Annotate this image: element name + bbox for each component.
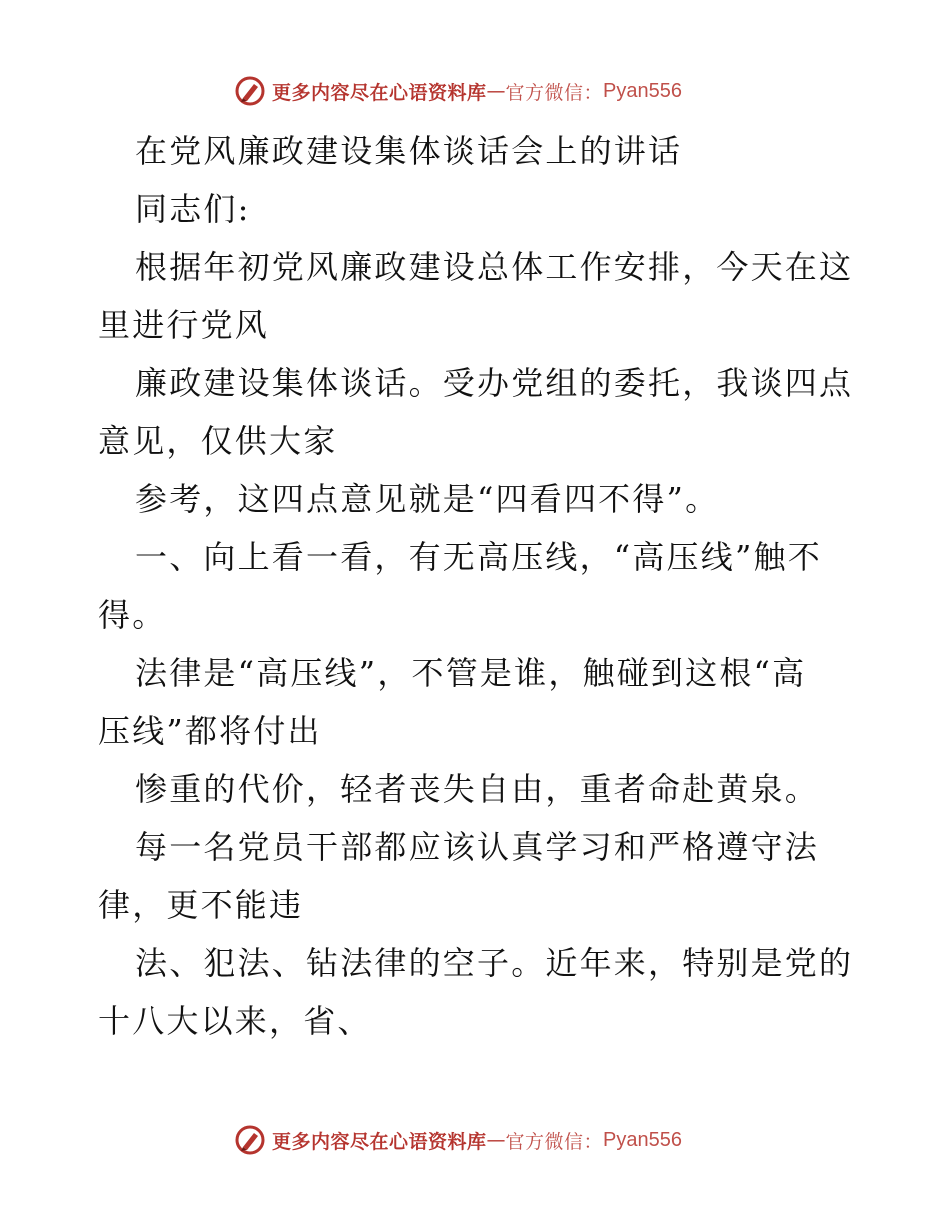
watermark-wechat-label: 官方微信： — [505, 1130, 604, 1153]
paragraph-line: 意见，仅供大家 — [98, 422, 338, 460]
pen-in-circle-icon — [234, 75, 266, 107]
paragraph-line: 得。 — [98, 596, 167, 634]
document-body — [98, 122, 858, 1050]
paragraph-line: 法、犯法、钻法律的空子。近年来，特别是党的 — [135, 944, 854, 982]
paragraph-line: 十八大以来，省、 — [98, 1002, 372, 1040]
paragraph-line: 惨重的代价，轻者丧失自由，重者命赴黄泉。 — [135, 770, 820, 808]
paragraph-line: 根据年初党风廉政建设总体工作安排，今天在这 — [135, 248, 854, 286]
paragraph-line: 每一名党员干部都应该认真学习和严格遵守法 — [135, 828, 820, 866]
paragraph-line: 一、向上看一看，有无高压线，“高压线”触不 — [135, 538, 822, 576]
paragraph-1 — [98, 238, 858, 354]
paragraph-6 — [98, 760, 858, 818]
pen-in-circle-icon — [234, 1124, 266, 1156]
watermark-wechat-label: 官方微信： — [505, 81, 604, 104]
watermark-site-text: 更多内容尽在心语资料库 — [272, 81, 487, 104]
document-title: 在党风廉政建设集体谈话会上的讲话 — [135, 132, 683, 170]
paragraph-3 — [98, 470, 858, 528]
paragraph-5 — [98, 644, 858, 760]
paragraph-line: 里进行党风 — [98, 306, 270, 344]
paragraph-8 — [98, 934, 858, 1050]
watermark-banner-bottom — [234, 1123, 682, 1157]
paragraph-line: 律，更不能违 — [98, 886, 304, 924]
paragraph-line: 法律是“高压线”，不管是谁，触碰到这根“高 — [135, 654, 807, 692]
paragraph-line: 压线”都将付出 — [98, 712, 322, 750]
watermark-wechat-id: Pyan556 — [603, 79, 682, 102]
watermark-dash: — — [486, 1129, 506, 1151]
paragraph-4 — [98, 528, 858, 644]
watermark-site-text: 更多内容尽在心语资料库 — [272, 1130, 487, 1153]
paragraph-2 — [98, 354, 858, 470]
salutation: 同志们: — [135, 190, 251, 228]
paragraph-line: 参考，这四点意见就是“四看四不得”。 — [135, 480, 720, 518]
watermark-banner-top — [234, 74, 682, 108]
watermark-dash: — — [486, 80, 506, 102]
paragraph-line: 廉政建设集体谈话。受办党组的委托，我谈四点 — [135, 364, 854, 402]
paragraph-7 — [98, 818, 858, 934]
watermark-wechat-id: Pyan556 — [603, 1128, 682, 1151]
